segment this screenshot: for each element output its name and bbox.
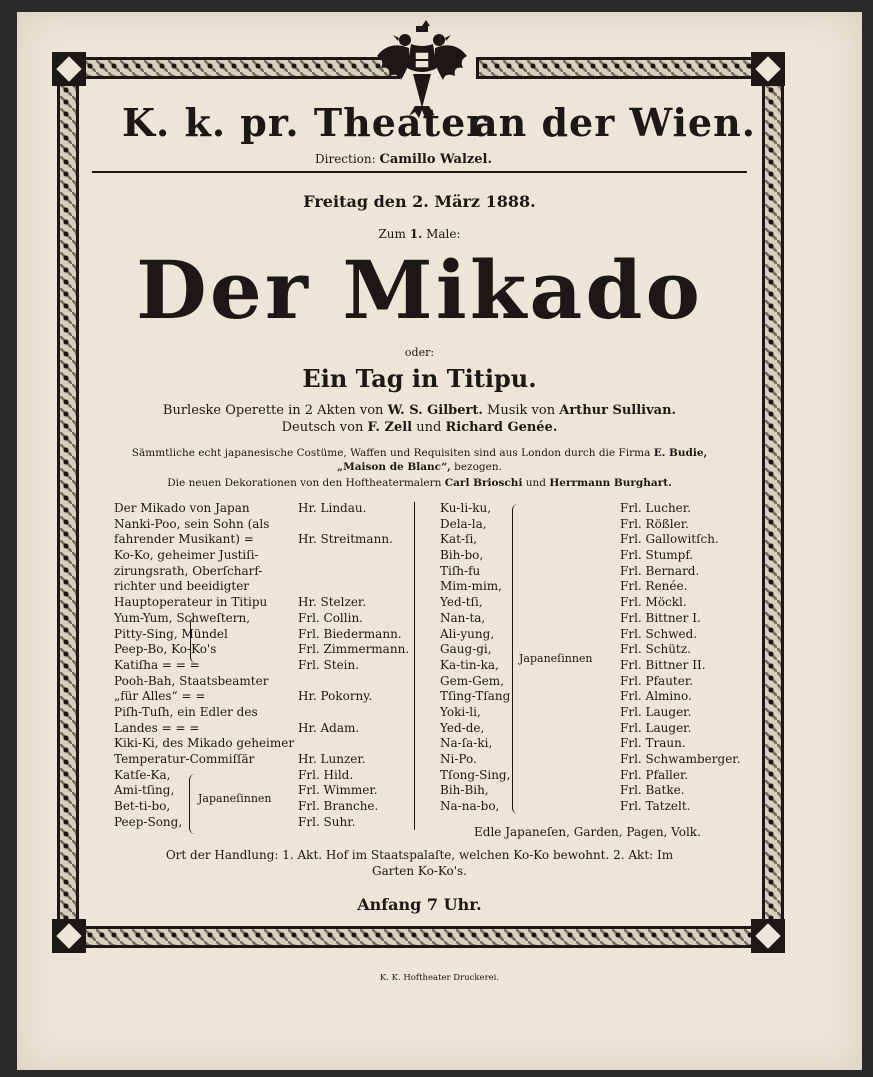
cast-role: Yed-de,: [440, 720, 485, 735]
cast-row: [434, 705, 744, 721]
cast-row: [434, 627, 744, 643]
decorations-text: Die neuen Dekorationen von den Hoftheatermalern: [167, 477, 442, 489]
cast-actor: Frl. Collin.: [298, 610, 363, 625]
cast-row: [114, 658, 414, 674]
cast-role: Ko-Ko, geheimer Justiſi-: [114, 548, 259, 563]
cast-actor: Frl. Schwamberger.: [620, 752, 741, 766]
cast-row: [434, 674, 744, 690]
cast-role: Ka-tin-ka,: [440, 657, 499, 672]
cast-row: [114, 627, 414, 643]
cast-role: Peep-Bo, Ko-Ko's: [114, 642, 217, 657]
cast-role: Ali-yung,: [440, 626, 495, 641]
cast-group-label-left: Japaneſinnen: [198, 792, 272, 805]
cast-row: [114, 768, 414, 784]
cast-role: Na-ſa-ki,: [440, 736, 493, 751]
costume-maison: „Maison de Blanc“,: [337, 461, 451, 473]
cast-actor: Hr. Pokorny.: [298, 689, 373, 704]
ornamental-border-top-left: [57, 57, 400, 79]
cast-actor: Frl. Lauger.: [620, 704, 692, 719]
cast-row: [434, 564, 744, 580]
cast-row: [434, 689, 744, 705]
cast-row: [114, 595, 414, 611]
costumes-text: Sämmtliche echt japanesische Costüme, Waffen und Requisiten sind aus London durch die Firma: [131, 447, 651, 459]
cast-row: [434, 548, 744, 564]
cast-role: fahrender Musikant) =: [114, 532, 254, 547]
cast-row: [434, 799, 744, 815]
cast-actor: Frl. Bittner I.: [620, 610, 701, 625]
librettist-name: W. S. Gilbert.: [387, 403, 483, 418]
cast-row: [114, 721, 414, 737]
cast-role: Piſh-Tuſh, ein Edler des: [114, 704, 258, 719]
direction-label: Direction:: [315, 152, 376, 166]
opera-subtitle: Ein Tag in Titipu.: [302, 364, 537, 393]
theater-title-right: an der Wien.: [473, 100, 756, 145]
cast-actor: Frl. Stumpf.: [620, 548, 694, 563]
cast-role: Mim-mim,: [440, 579, 502, 594]
cast-row: [114, 815, 414, 831]
cast-actor: Frl. Zimmermann.: [298, 642, 410, 657]
cast-actor: Frl. Stein.: [298, 657, 360, 672]
costumes-line-2: [92, 461, 747, 473]
cast-role: richter und beeidigter: [114, 579, 250, 594]
cast-row: [434, 579, 744, 595]
cast-actor: Frl. Almino.: [620, 689, 692, 704]
cast-row: [434, 736, 744, 752]
brace-mark: [512, 504, 519, 814]
cast-role: Nanki-Poo, sein Sohn (als: [114, 516, 270, 531]
cast-role: Bih-Bih,: [440, 783, 489, 798]
premiere-note-number: 1.: [409, 227, 423, 241]
cast-column-divider: [414, 502, 415, 830]
cast-actor: Frl. Lucher.: [620, 501, 692, 515]
cast-actor: Frl. Gallowitſch.: [620, 532, 719, 547]
cast-role: Katſe-Ka,: [114, 767, 171, 782]
start-time: Anfang 7 Uhr.: [357, 895, 482, 914]
cast-row: [114, 674, 414, 690]
cast-row: [114, 611, 414, 627]
cast-actor: Hr. Streitmann.: [298, 532, 393, 547]
cast-role: Nan-ta,: [440, 610, 486, 625]
cast-actor: Frl. Wimmer.: [298, 783, 378, 798]
cast-role: Yed-tſi,: [440, 595, 483, 610]
cast-role: Yoki-li,: [440, 704, 481, 719]
ornamental-border-right: [762, 57, 784, 948]
cast-row: [114, 705, 414, 721]
credits-text: Deutsch von: [281, 420, 364, 435]
printer-credit: K. K. Hoftheater Druckerei.: [379, 973, 500, 983]
cast-role: Kat-ſi,: [440, 532, 478, 547]
cast-actor: Frl. Renée.: [620, 579, 688, 594]
opera-title: Der Mikado: [136, 243, 703, 337]
costumes-line-1: [92, 447, 747, 459]
cast-role: Hauptoperateur in Titipu: [114, 595, 268, 610]
ornamental-border-bottom: [57, 926, 784, 948]
cast-actor: Frl. Pfaller.: [620, 767, 689, 782]
credits-text: Burleske Operette in 2 Akten von: [162, 403, 384, 418]
cast-actor: Frl. Pfauter.: [620, 673, 694, 688]
cast-actor: Frl. Schütz.: [620, 642, 691, 657]
ornamental-border-top-right: [476, 57, 784, 79]
cast-role: Yum-Yum, Schweſtern,: [114, 610, 251, 625]
oder-label: oder:: [404, 346, 435, 359]
border-corner-ornament: [52, 52, 86, 86]
cast-row: [114, 501, 414, 517]
cast-row: [114, 548, 414, 564]
credits-line-2: [92, 420, 747, 435]
cast-row: [434, 595, 744, 611]
cast-role: Tiſh-fu: [440, 563, 481, 578]
cast-row: [114, 564, 414, 580]
cast-role: Temperatur-Commiſſär: [114, 752, 255, 766]
cast-actor: Frl. Möckl.: [620, 595, 687, 610]
cast-row: [114, 689, 414, 705]
credits-line-1: [92, 403, 747, 418]
cast-row: [434, 501, 744, 517]
cast-role: Pooh-Bah, Staatsbeamter: [114, 673, 269, 688]
cast-role: Katiſha = = =: [114, 657, 200, 672]
cast-row: [114, 517, 414, 533]
ornamental-border-left: [57, 57, 79, 948]
cast-role: Landes = = =: [114, 720, 200, 735]
credits-text: Musik von: [487, 403, 556, 418]
cast-role: zirungsrath, Oberſcharf-: [114, 563, 263, 578]
cast-row: [434, 517, 744, 533]
cast-actor: Hr. Adam.: [298, 720, 360, 735]
decorations-line: [92, 477, 747, 489]
border-corner-ornament: [751, 919, 785, 953]
painter-name: Herrmann Burghart.: [549, 477, 672, 489]
setting-line-2: Garten Ko-Ko's.: [371, 864, 467, 878]
cast-actor: Frl. Schwed.: [620, 626, 698, 641]
cast-row: [114, 532, 414, 548]
cast-row: [114, 736, 414, 752]
cast-extras: Edle Japaneſen, Garden, Pagen, Volk.: [474, 825, 701, 839]
cast-actor: Frl. Suhr.: [298, 814, 356, 829]
cast-role: Gaug-gi,: [440, 642, 492, 657]
premiere-note-a: Zum: [378, 227, 406, 241]
cast-actor: Frl. Hild.: [298, 767, 354, 782]
cast-actor: Hr. Lindau.: [298, 501, 367, 515]
translator-name: Richard Genée.: [445, 420, 558, 435]
cast-list-left: [114, 501, 414, 830]
cast-role: Der Mikado von Japan: [114, 501, 250, 515]
cast-row: [434, 768, 744, 784]
cast-role: „für Alles“ = =: [114, 689, 206, 704]
cast-row: [434, 721, 744, 737]
cast-row: [114, 752, 414, 768]
painter-name: Carl Brioschi: [444, 477, 523, 489]
cast-row: [114, 642, 414, 658]
cast-role: Tſong-Sing,: [440, 767, 511, 782]
cast-role: Peep-Song,: [114, 814, 183, 829]
premiere-note: [92, 227, 747, 241]
cast-actor: Frl. Biedermann.: [298, 626, 402, 641]
cast-group-label-right: Japaneſinnen: [519, 652, 593, 665]
director-name: Camillo Walzel.: [379, 152, 493, 167]
cast-row: [434, 752, 744, 768]
header-divider: [92, 171, 747, 173]
direction-line: [315, 152, 492, 167]
theater-title-left: K. k. pr. Theater: [122, 100, 488, 145]
cast-actor: Frl. Bittner II.: [620, 657, 706, 672]
cast-actor: Hr. Stelzer.: [298, 595, 367, 610]
cast-role: Ami-tſing,: [114, 783, 175, 798]
performance-date: Freitag den 2. März 1888.: [303, 192, 536, 211]
border-corner-ornament: [751, 52, 785, 86]
cast-role: Kiki-Ki, des Mikado geheimer: [114, 736, 295, 751]
cast-role: Bih-bo,: [440, 548, 484, 563]
cast-role: Bet-ti-bo,: [114, 799, 171, 814]
cast-row: [434, 783, 744, 799]
setting-line-1: Ort der Handlung: 1. Akt. Hof im Staatspalaſte, welchen Ko-Ko bewohnt. 2. Akt: Im: [165, 848, 674, 862]
cast-actor: Frl. Lauger.: [620, 720, 692, 735]
cast-actor: Frl. Traun.: [620, 736, 686, 751]
credits-text: und: [416, 420, 442, 435]
composer-name: Arthur Sullivan.: [559, 403, 677, 418]
premiere-note-b: Male:: [426, 227, 461, 241]
brace-mark: [190, 617, 197, 663]
cast-role: Na-na-bo,: [440, 799, 500, 814]
decorations-text: und: [525, 477, 547, 489]
cast-role: Dela-la,: [440, 516, 487, 531]
cast-actor: Frl. Rößler.: [620, 516, 689, 531]
translator-name: F. Zell: [367, 420, 413, 435]
cast-actor: Frl. Bernard.: [620, 563, 700, 578]
cast-role: Ku-li-ku,: [440, 501, 492, 515]
costume-firm: E. Budie,: [653, 447, 708, 459]
border-corner-ornament: [52, 919, 86, 953]
cast-row: [434, 532, 744, 548]
cast-row: [434, 611, 744, 627]
costumes-text: bezogen.: [454, 461, 502, 473]
brace-mark: [189, 774, 196, 834]
cast-role: Pitty-Sing, Mündel: [114, 626, 228, 641]
cast-row: [114, 579, 414, 595]
cast-role: Ni-Po.: [440, 752, 477, 766]
cast-role: Gem-Gem,: [440, 673, 505, 688]
cast-actor: Frl. Tatzelt.: [620, 799, 691, 814]
cast-actor: Hr. Lunzer.: [298, 752, 366, 766]
cast-role: Tſing-Tſang: [440, 689, 511, 704]
cast-actor: Frl. Branche.: [298, 799, 379, 814]
cast-actor: Frl. Batke.: [620, 783, 685, 798]
